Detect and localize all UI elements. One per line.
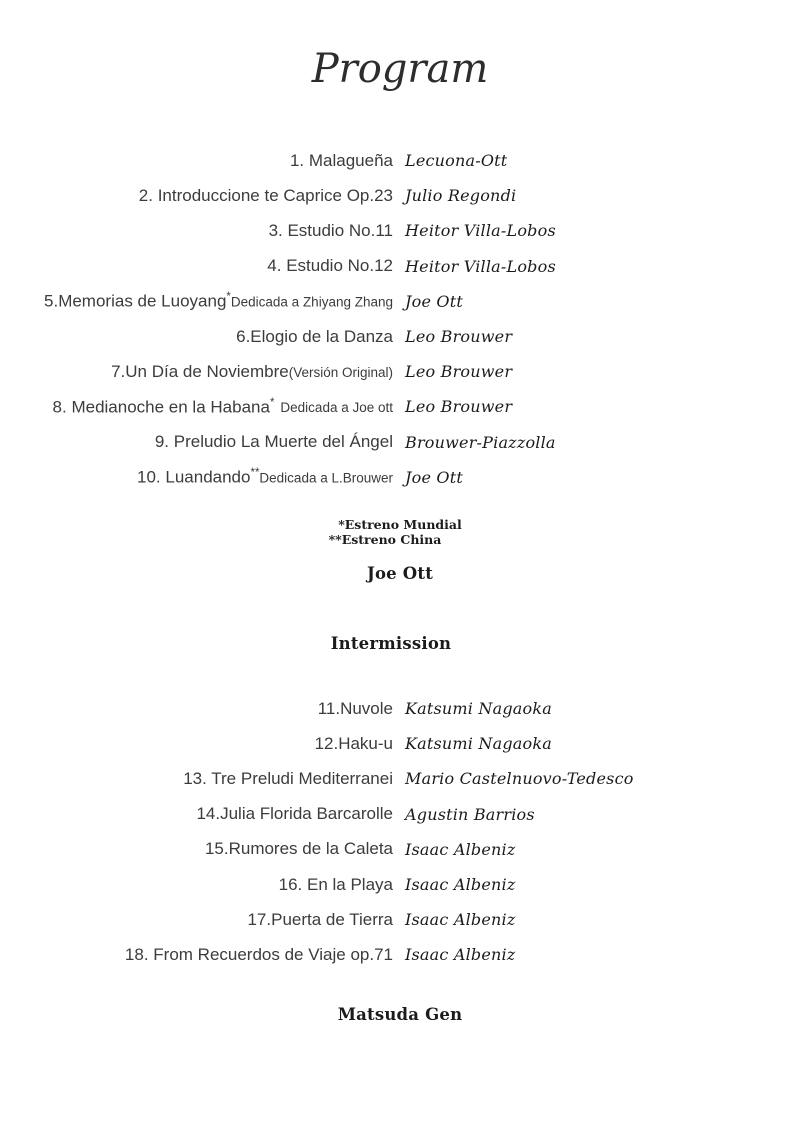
piece-composer: Joe Ott (405, 291, 463, 311)
piece-title-text: 13. Tre Preludi Mediterranei (183, 768, 393, 788)
piece-title (0, 804, 393, 824)
piece-composer: Isaac Albeniz (405, 839, 516, 859)
piece-title-text: 16. En la Playa (278, 874, 393, 894)
piece-row (0, 389, 800, 424)
piece-row (0, 284, 800, 319)
piece-composer: Leo Brouwer (405, 362, 513, 382)
performer-name-part2: Matsuda Gen (337, 1005, 463, 1024)
footnote-world-premiere: *Estreno Mundial (338, 517, 462, 532)
piece-composer: Julio Regondi (405, 186, 517, 206)
piece-title (0, 291, 393, 312)
piece-composer: Leo Brouwer (405, 397, 513, 417)
piece-title-text: 3. Estudio No.11 (268, 220, 393, 240)
piece-composer: Heitor Villa-Lobos (405, 256, 556, 276)
piece-title-text: 14.Julia Florida Barcarolle (196, 804, 393, 824)
piece-row (0, 761, 800, 796)
piece-composer: Isaac Albeniz (405, 945, 516, 965)
program-part2-list (0, 691, 800, 973)
performer-name-part1: Joe Ott (366, 564, 434, 583)
piece-title (0, 945, 393, 965)
piece-title-text: 15.Rumores de la Caleta (204, 839, 393, 859)
piece-title-text: 17.Puerta de Tierra (247, 909, 393, 929)
piece-title (0, 186, 393, 206)
piece-title-text: 18. From Recuerdos de Viaje op.71 (124, 944, 393, 964)
piece-composer: Joe Ott (405, 467, 463, 487)
piece-row (0, 178, 800, 213)
piece-title-text: 5.Memorias de Luoyang (44, 291, 227, 311)
piece-title-text: 12.Haku-u (314, 733, 393, 753)
piece-row (0, 867, 800, 902)
piece-title (0, 910, 393, 930)
piece-composer: Heitor Villa-Lobos (405, 221, 556, 241)
piece-row (0, 937, 800, 972)
piece-title (0, 875, 393, 895)
piece-row (0, 797, 800, 832)
piece-title-text: 6.Elogio de la Danza (236, 326, 393, 346)
piece-row (0, 249, 800, 284)
piece-row (0, 726, 800, 761)
piece-composer: Agustin Barrios (405, 804, 535, 824)
piece-title (0, 397, 393, 418)
piece-title (0, 699, 393, 719)
piece-title (0, 362, 393, 382)
piece-title-text: 7.Un Día de Noviembre (111, 361, 289, 381)
piece-row (0, 354, 800, 389)
piece-row (0, 319, 800, 354)
intermission-heading: Intermission (330, 634, 452, 653)
premiere-asterisk: * (226, 291, 231, 304)
piece-title-text: 4. Estudio No.12 (267, 256, 393, 276)
piece-title (0, 432, 393, 452)
piece-title (0, 327, 393, 347)
program-title: Program (311, 46, 489, 92)
piece-title-text: 11.Nuvole (317, 698, 393, 718)
piece-title (0, 734, 393, 754)
piece-composer: Katsumi Nagaoka (405, 734, 552, 754)
piece-row (0, 143, 800, 178)
piece-row (0, 213, 800, 248)
piece-dedication-note: Dedicada a Joe ott (280, 400, 393, 416)
piece-title-text: 8. Medianoche en la Habana (52, 397, 270, 417)
piece-row (0, 832, 800, 867)
piece-row (0, 902, 800, 937)
piece-composer: Isaac Albeniz (405, 910, 516, 930)
piece-row (0, 460, 800, 495)
piece-title (0, 467, 393, 488)
piece-title-text: 2. Introduccione te Caprice Op.23 (138, 185, 393, 205)
piece-title-text: 1. Malagueña (289, 150, 393, 170)
piece-composer: Leo Brouwer (405, 327, 513, 347)
premiere-asterisk: ** (250, 466, 260, 479)
piece-title-text: 9. Preludio La Muerte del Ángel (154, 432, 393, 452)
piece-title (0, 256, 393, 276)
premiere-asterisk: * (269, 396, 275, 409)
piece-version-note: (Versión Original) (288, 364, 393, 380)
program-part1-list (0, 143, 800, 495)
piece-row (0, 425, 800, 460)
piece-title-text: 10. Luandando (137, 467, 251, 487)
piece-row (0, 691, 800, 726)
piece-title (0, 839, 393, 859)
piece-composer: Brouwer-Piazzolla (405, 432, 556, 452)
piece-composer: Isaac Albeniz (405, 875, 516, 895)
piece-title (0, 151, 393, 171)
piece-composer: Mario Castelnuovo-Tedesco (405, 769, 634, 789)
piece-title (0, 769, 393, 789)
piece-dedication-note: Dedicada a Zhiyang Zhang (230, 294, 393, 310)
piece-title (0, 221, 393, 241)
piece-composer: Lecuona-Ott (405, 151, 508, 171)
footnote-china-premiere: **Estreno China (328, 532, 442, 547)
piece-dedication-note: Dedicada a L.Brouwer (259, 470, 393, 486)
premiere-footnotes (0, 517, 800, 547)
piece-composer: Katsumi Nagaoka (405, 699, 552, 719)
